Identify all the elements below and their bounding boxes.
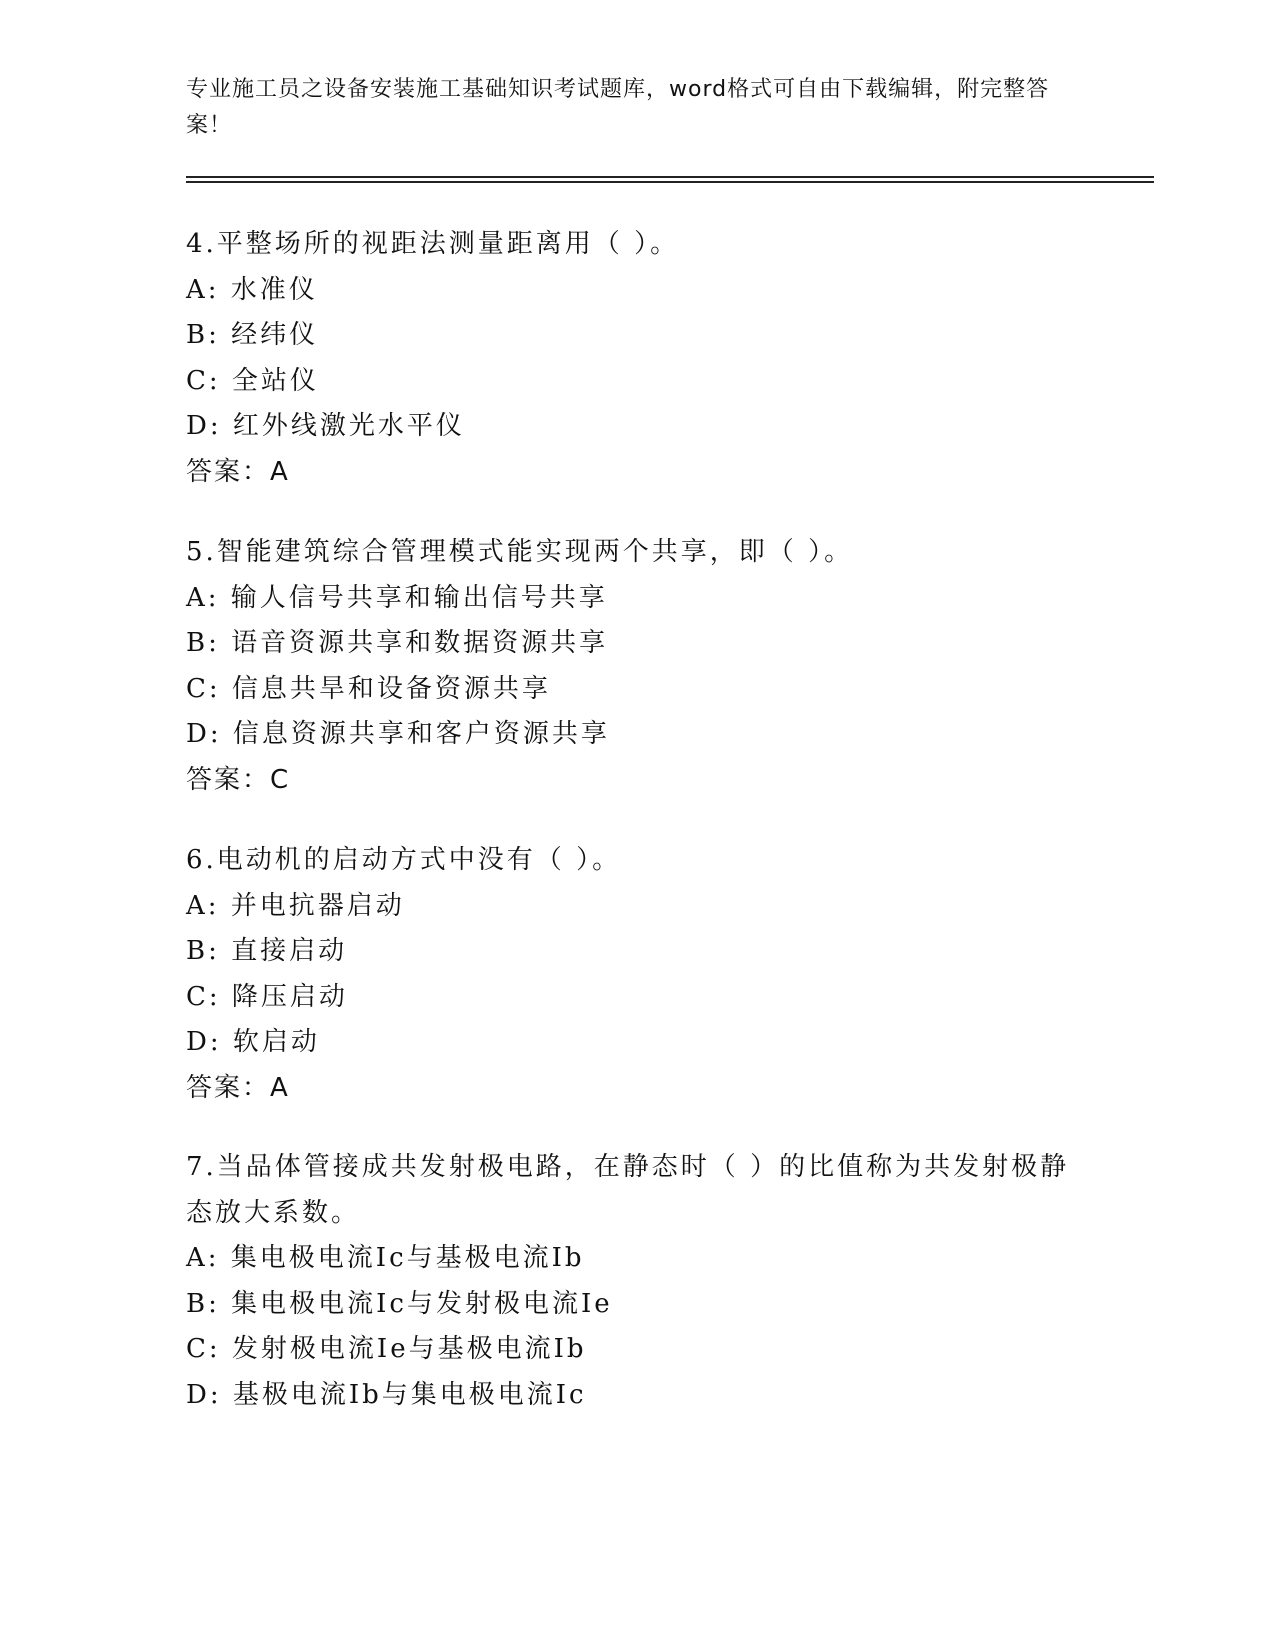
option-a: A: 水准仪 (186, 274, 318, 305)
option-c: C: 全站仪 (186, 365, 319, 396)
option-b: B: 集电极电流Ic与发射极电流Ie (186, 1288, 613, 1319)
question-stem: 5.智能建筑综合管理模式能实现两个共享，即（ ）。 (186, 537, 854, 567)
question-5 (186, 530, 1086, 803)
option-d: D: 红外线激光水平仪 (186, 411, 465, 441)
option-b: B: 经纬仪 (186, 320, 319, 350)
option-d: D: 基极电流Ib与集电极电流Ic (186, 1379, 587, 1410)
option-b: B: 直接启动 (186, 936, 348, 966)
question-7 (186, 1145, 1086, 1418)
question-stem: 6.电动机的启动方式中没有（ ）。 (186, 845, 622, 875)
answer-line: 答案：A (186, 456, 290, 487)
header-rule-top (186, 176, 1154, 178)
answer-line: 答案：A (186, 1072, 290, 1103)
option-c: C: 降压启动 (186, 981, 348, 1012)
option-d: D: 软启动 (186, 1027, 320, 1057)
answer-line: 答案：C (186, 764, 291, 795)
option-a: A: 集电极电流Ic与基极电流Ib (186, 1243, 585, 1273)
option-a: A: 并电抗器启动 (186, 890, 405, 921)
option-c: C: 发射极电流Ie与基极电流Ib (186, 1334, 587, 1364)
option-a: A: 输人信号共享和输出信号共享 (186, 582, 608, 613)
option-c: C: 信息共旱和设备资源共享 (186, 673, 551, 704)
document-header: 专业施工员之设备安装施工基础知识考试题库，word格式可自由下载编辑，附完整答案！ (186, 77, 1050, 138)
question-stem: 4.平整场所的视距法测量距离用（ ）。 (186, 229, 680, 259)
question-stem: 7.当品体管接成共发射极电路，在静态时（ ）的比值称为共发射极静态放大系数。 (186, 1152, 1070, 1228)
option-b: B: 语音资源共享和数据资源共享 (186, 628, 609, 658)
question-6 (186, 838, 1086, 1111)
header-rule-bottom (186, 181, 1154, 183)
option-d: D: 信息资源共享和客户资源共享 (186, 719, 610, 749)
question-4 (186, 222, 1086, 495)
